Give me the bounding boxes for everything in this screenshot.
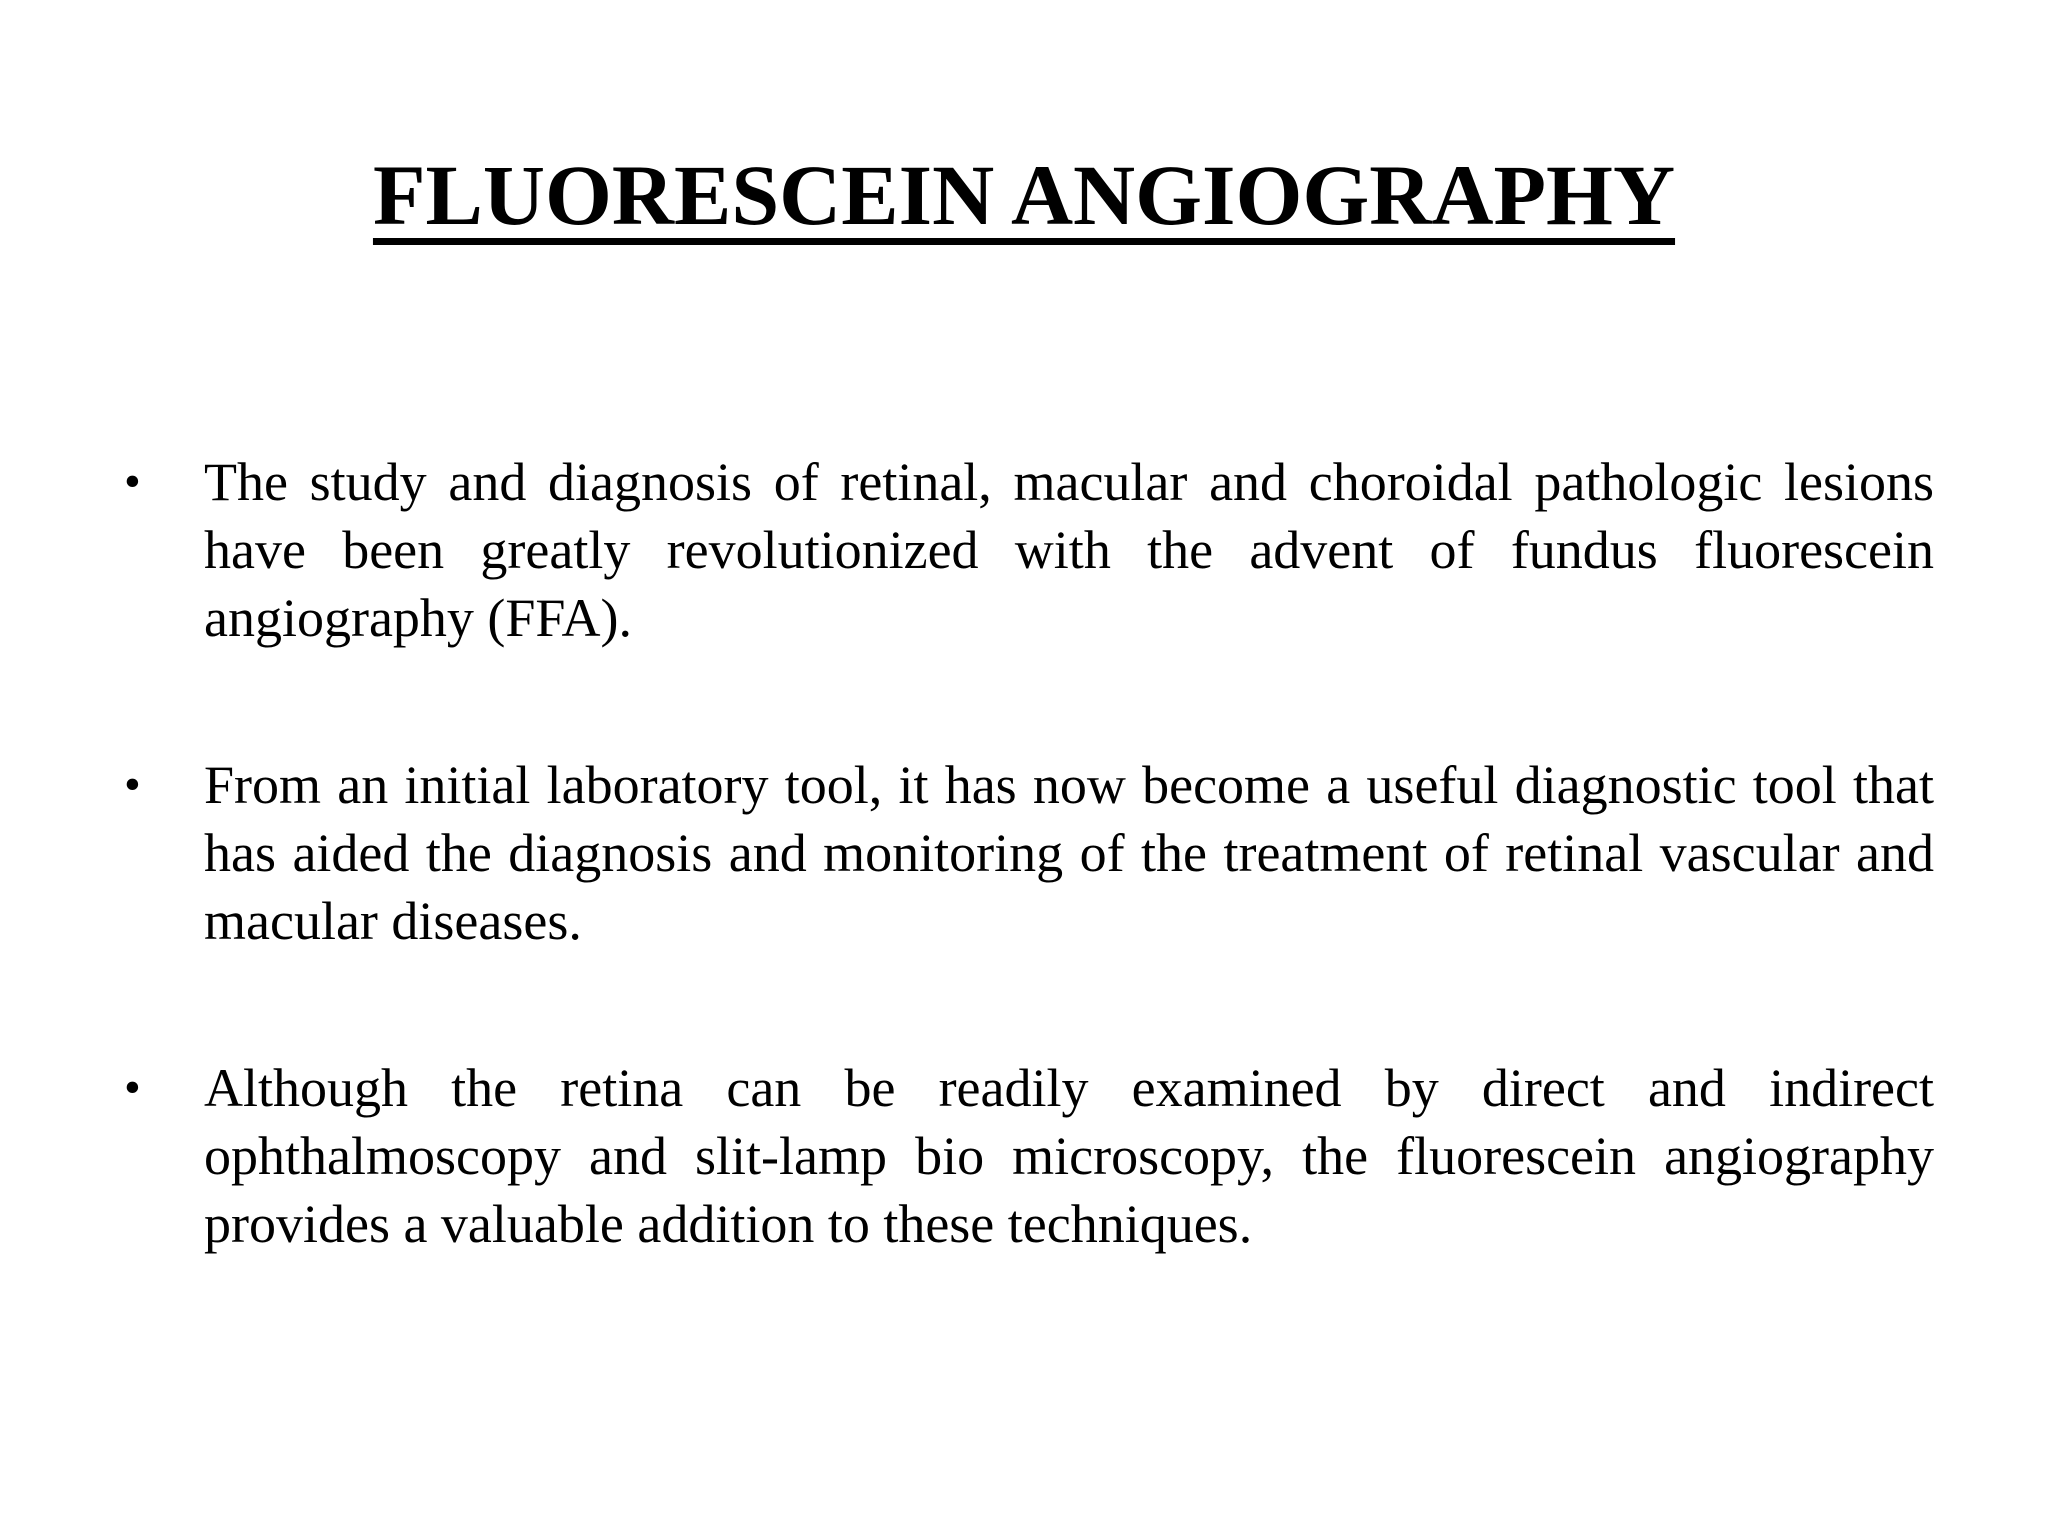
slide-title-text: FLUORESCEIN ANGIOGRAPHY [372,147,1676,243]
bullet-text: The study and diagnosis of retinal, macular and choroidal pathologic lesions have been greatly revolutionized with the advent of fundus fluorescein angiography (FFA). [204,452,1934,648]
bullet-text: Although the retina can be readily examined by direct and indirect ophthalmoscopy and slit-lamp bio microscopy, the fluorescein angiography provides a valuable addition to these techniques. [204,1058,1934,1254]
bullet-marker: • [124,758,141,811]
bullet-marker: • [124,1061,141,1114]
slide-title [0,145,2048,245]
bullet-marker: • [124,455,141,508]
bullet-text: From an initial laboratory tool, it has now become a useful diagnostic tool that has aided the diagnosis and monitoring of the treatment of retinal vascular and macular diseases. [204,755,1934,951]
